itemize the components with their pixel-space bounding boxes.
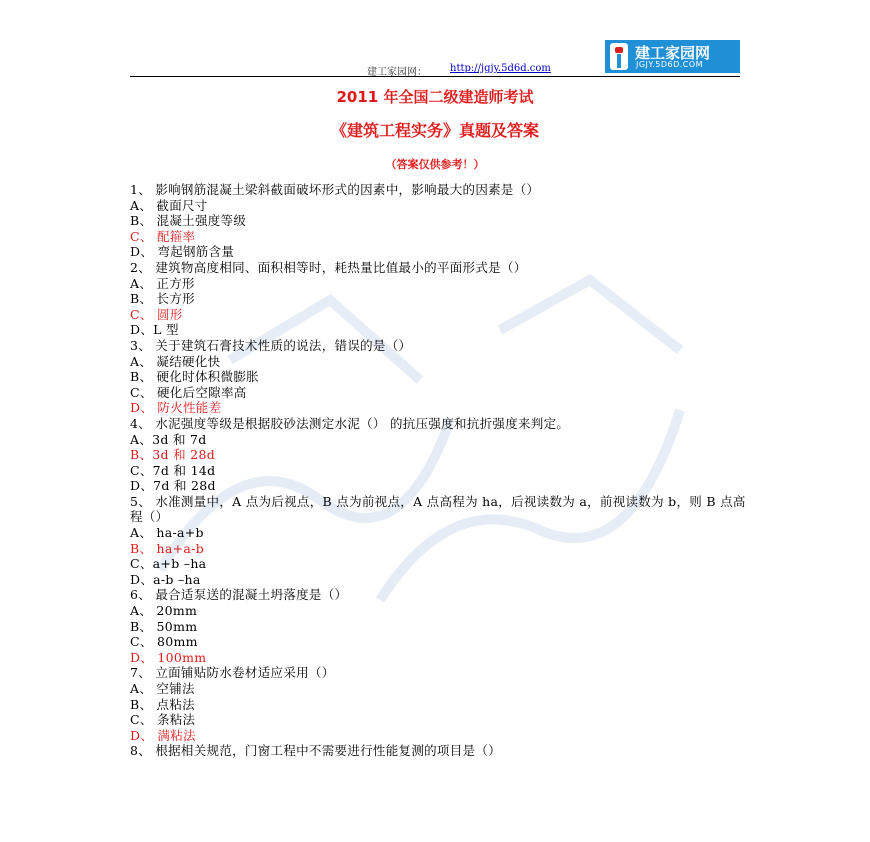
answer-option-line: D、 满粘法	[130, 727, 196, 743]
question-line: 2、 建筑物高度相同、面积相等时，耗热量比值最小的平面形式是（）	[130, 259, 527, 275]
doc-title-line2: 《建筑工程实务》真题及答案	[330, 121, 539, 140]
logo-mark-icon	[610, 43, 628, 70]
question-line: A、 20mm	[130, 603, 198, 619]
question-line: C、 硬化后空隙率高	[130, 384, 247, 400]
question-line: C、 80mm	[130, 634, 198, 650]
question-line: A、 空铺法	[130, 681, 195, 696]
doc-answer-note: （答案仅供参考！）	[385, 158, 485, 171]
question-line: 1、 影响钢筋混凝土梁斜截面破坏形式的因素中，影响最大的因素是（）	[130, 182, 540, 197]
question-line: B、 硬化时体积微膨胀	[130, 369, 259, 385]
question-line: 4、 水泥强度等级是根据胶砂法测定水泥（） 的抗压强度和抗折强度来判定。	[130, 415, 570, 431]
logo-english-name: JGJY.5D6D.COM	[636, 60, 704, 69]
answer-option-line: D、 防火性能差	[130, 400, 222, 416]
question-line: 6、 最合适泵送的混凝土坍落度是（）	[130, 587, 348, 603]
question-line: 8、 根据相关规范，门窗工程中不需要进行性能复测的项目是（）	[130, 743, 501, 759]
answer-option-line: C、 圆形	[130, 306, 183, 322]
header-site-label: 建工家园网：	[367, 67, 427, 78]
question-line: A、 正方形	[130, 275, 195, 291]
question-line: B、 点粘法	[130, 696, 195, 712]
question-line: D、7d 和 28d	[130, 478, 216, 494]
header-divider	[130, 76, 740, 77]
question-line: D、a-b –ha	[130, 571, 201, 587]
doc-title-line1: 2011 年全国二级建造师考试	[336, 88, 534, 106]
question-line: 7、 立面铺贴防水卷材适应采用（）	[130, 665, 335, 681]
page-header	[130, 40, 740, 76]
question-line: 5、 水准测量中，A 点为后视点，B 点为前视点，A 点高程为 ha，后视读数为 a，前视读数为 b，则 B 点高程（）	[130, 493, 746, 525]
question-line: A、 ha-a+b	[130, 525, 204, 541]
question-line: B、 50mm	[130, 618, 198, 634]
question-line: A、3d 和 7d	[130, 431, 207, 447]
site-logo[interactable]	[605, 40, 740, 73]
question-line: B、 混凝土强度等级	[130, 213, 247, 229]
answer-option-line: B、 ha+a-b	[130, 540, 205, 556]
question-line: D、 弯起钢筋含量	[130, 244, 235, 260]
answer-option-line: B、3d 和 28d	[130, 447, 215, 463]
logo-chinese-name: 建工家园网	[635, 44, 711, 62]
answer-option-line: D、 100mm	[130, 649, 207, 665]
question-line: C、a+b –ha	[130, 556, 207, 572]
question-line: A、 截面尺寸	[130, 197, 208, 213]
answer-option-line: C、 配箍率	[130, 228, 196, 244]
question-line: A、 凝结硬化快	[130, 353, 221, 369]
header-url-link[interactable]: http://jgjy.5d6d.com	[450, 63, 551, 74]
question-line: B、 长方形	[130, 291, 195, 307]
question-line: C、 条粘法	[130, 712, 196, 728]
question-list	[130, 182, 750, 759]
question-line: 3、 关于建筑石膏技术性质的说法，错误的是（）	[130, 337, 412, 353]
question-line: C、7d 和 14d	[130, 462, 216, 478]
question-line: D、L 型	[130, 322, 179, 338]
